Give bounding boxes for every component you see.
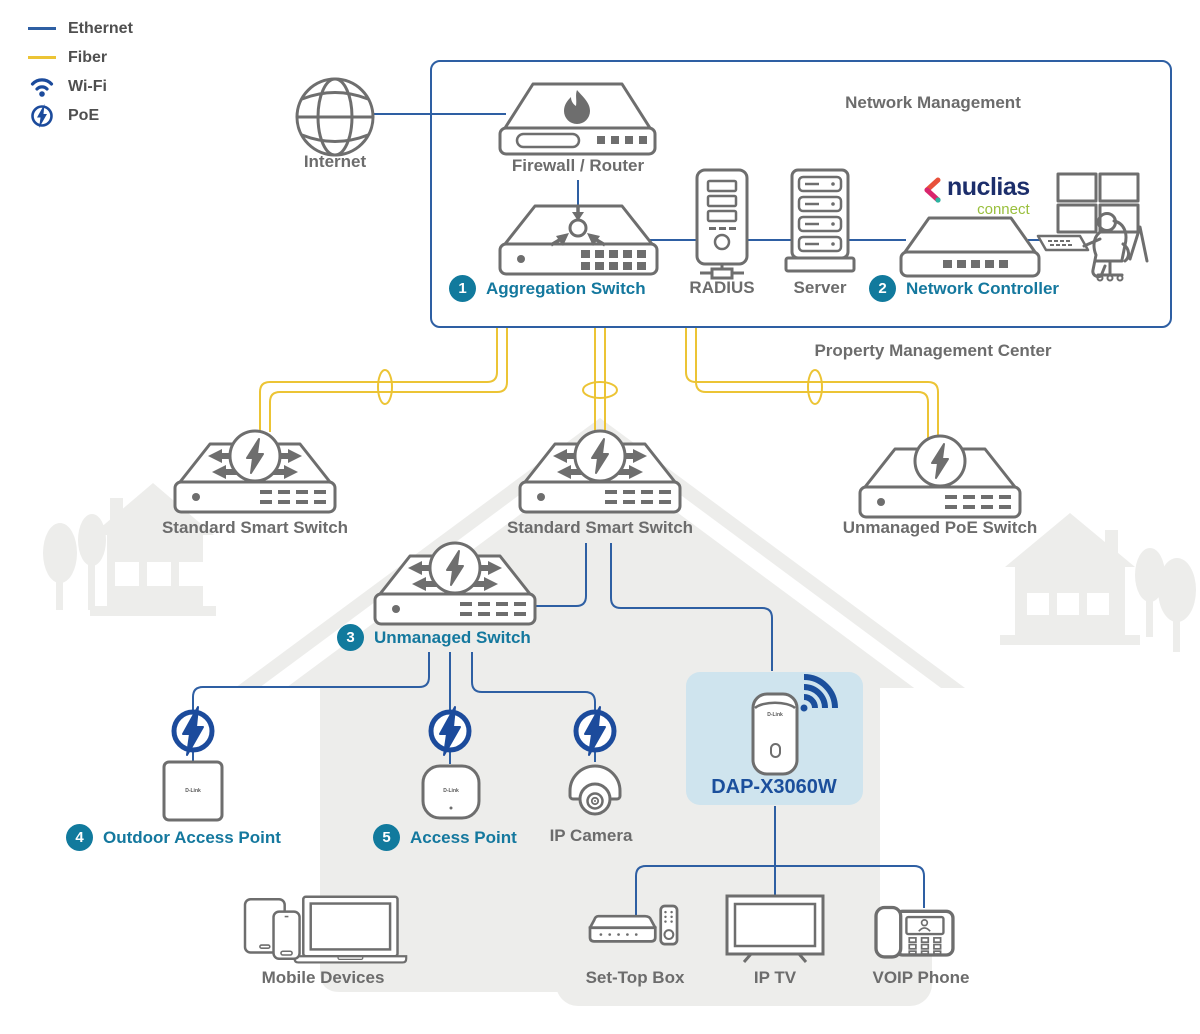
- legend: [28, 14, 133, 130]
- nuclias-connect-logo: [922, 173, 1030, 218]
- poe-switch-label: Unmanaged PoE Switch: [842, 518, 1038, 537]
- legend-item-fiber: [28, 43, 133, 72]
- unmanaged-switch-row: [337, 624, 531, 651]
- legend-item-poe: [28, 101, 133, 130]
- legend-label: Ethernet: [68, 19, 133, 37]
- ip-tv-label: IP TV: [753, 968, 797, 987]
- legend-item-wifi: [28, 72, 133, 101]
- property-management-center-label: Property Management Center: [814, 341, 1052, 360]
- outdoor-access-point-row: [66, 824, 281, 851]
- logo-sub-text: connect: [977, 201, 1030, 218]
- badge-1: 1: [449, 275, 476, 302]
- nuclias-chevron-icon: [922, 176, 942, 204]
- wifi-icon: [28, 76, 56, 98]
- ip-camera-label: IP Camera: [549, 826, 633, 845]
- network-controller-row: [869, 275, 1059, 302]
- ip-tv-icon: [727, 896, 823, 962]
- legend-label: Wi-Fi: [68, 77, 107, 95]
- fiber-loop-center: [583, 382, 617, 398]
- set-top-box-label: Set-Top Box: [585, 968, 685, 987]
- access-point-label: Access Point: [410, 827, 517, 847]
- badge-3: 3: [337, 624, 364, 651]
- ethernet-line-swatch: [28, 27, 56, 30]
- dap-device-icon: [753, 694, 797, 774]
- firewall-label: Firewall / Router: [511, 156, 645, 175]
- mobile-devices-label: Mobile Devices: [261, 968, 385, 987]
- fiber-loop-left: [378, 370, 392, 404]
- network-management-title: Network Management: [845, 93, 1021, 112]
- aggregation-switch-label: Aggregation Switch: [486, 278, 646, 298]
- badge-4: 4: [66, 824, 93, 851]
- poe-switch-icon: [860, 436, 1020, 517]
- dap-brand-text: D-Link: [767, 712, 783, 718]
- legend-item-ethernet: [28, 14, 133, 43]
- poe-injector-icon: [431, 707, 469, 755]
- badge-2: 2: [869, 275, 896, 302]
- outdoor-ap-brand-text: D-Link: [185, 788, 201, 794]
- fiber-loop-right: [808, 370, 822, 404]
- voip-phone-label: VOIP Phone: [872, 968, 970, 987]
- logo-main-text: nuclias: [947, 173, 1030, 201]
- smart-switch-left-icon: [175, 431, 335, 512]
- aggregation-switch-row: [449, 275, 646, 302]
- unmanaged-switch-label: Unmanaged Switch: [374, 627, 531, 647]
- mobile-devices-icon: [245, 897, 406, 963]
- smart-switch-left-label: Standard Smart Switch: [161, 518, 349, 537]
- legend-label: PoE: [68, 106, 100, 124]
- smart-switch-center-label: Standard Smart Switch: [506, 518, 694, 537]
- badge-5: 5: [373, 824, 400, 851]
- fiber-line-swatch: [28, 56, 56, 59]
- network-controller-label: Network Controller: [906, 278, 1060, 298]
- server-label: Server: [793, 278, 847, 297]
- access-point-row: [373, 824, 517, 851]
- poe-injector-icon: [576, 707, 614, 755]
- smart-switch-center-icon: [520, 431, 680, 512]
- internet-globe-icon: [297, 79, 373, 155]
- radius-label: RADIUS: [689, 278, 755, 297]
- legend-label: Fiber: [68, 48, 108, 66]
- poe-icon: [28, 103, 56, 129]
- dap-label: DAP-X3060W: [711, 776, 837, 798]
- access-point-brand-text: D-Link: [443, 788, 459, 794]
- outdoor-access-point-label: Outdoor Access Point: [103, 827, 281, 847]
- poe-injector-icon: [174, 707, 212, 755]
- internet-label: Internet: [303, 152, 367, 171]
- voip-phone-icon: [876, 908, 953, 957]
